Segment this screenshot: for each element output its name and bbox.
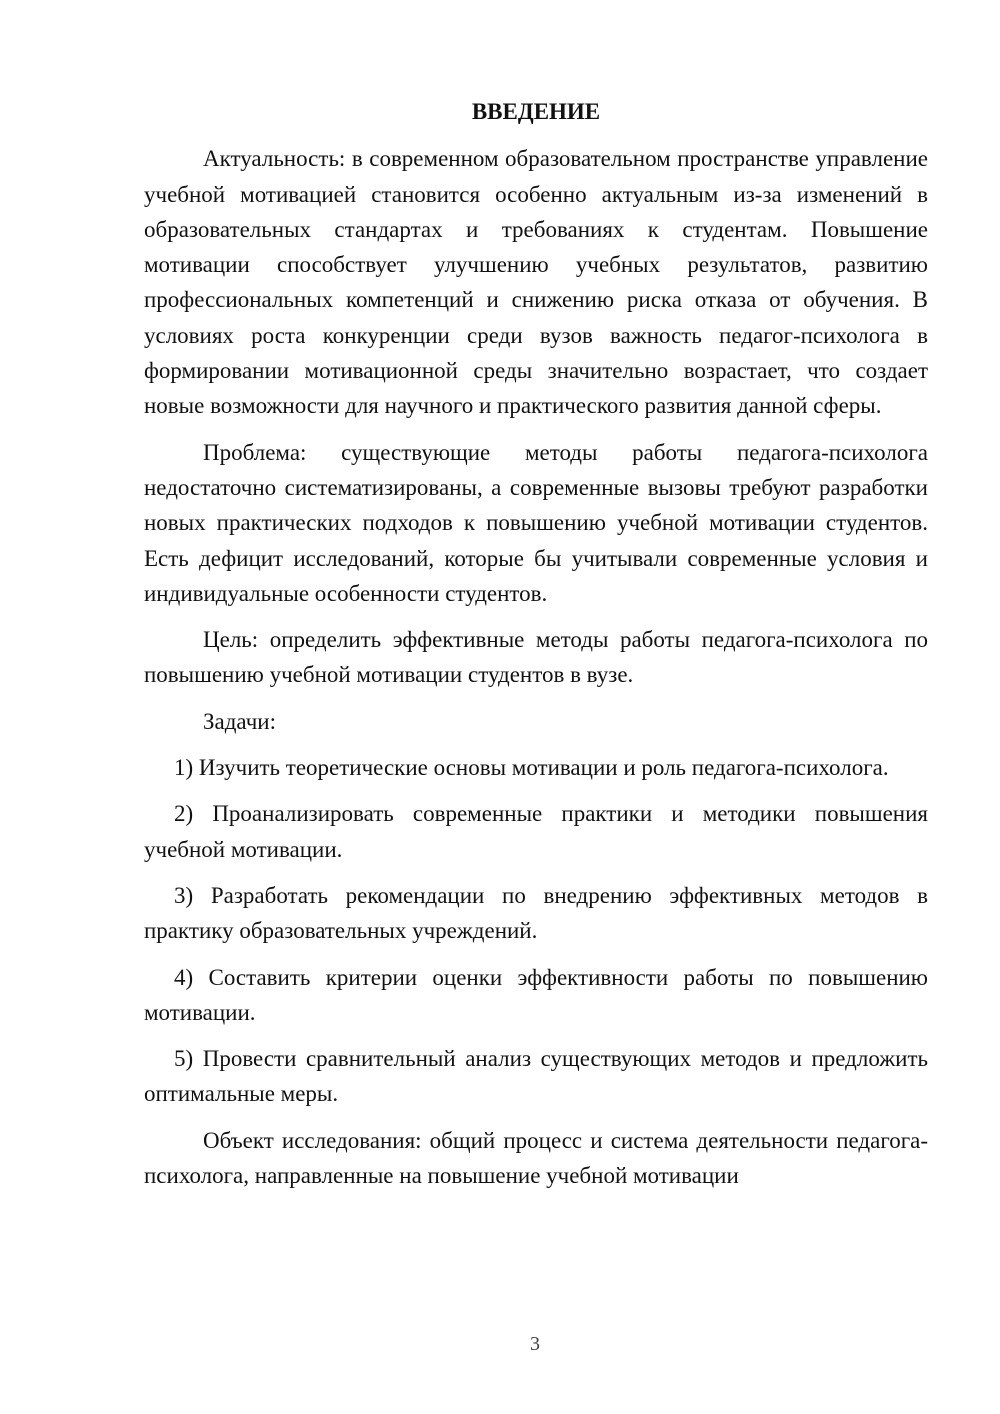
paragraph-relevance: Актуальность: в современном образовательном пространстве управление учебной мотивацией становится особенно актуальным из-за изменений в образовательных стандартах и требованиях к студентам. Повышение мотивации способствует улучшению учебных результатов, развитию профессиональных компетенций и снижению риска отказа от обучения. В условиях роста конкуренции среди вузов важность педагог-психолога в формировании мотивационной среды значительно возрастает, что создает новые возможности для научного и практического развития данной сферы. xyxy=(144,146,928,419)
paragraph-problem: Проблема: существующие методы работы педагога-психолога недостаточно систематизированы, а современные вызовы требуют разработки новых практических подходов к повышению учебной мотивации студентов. Есть дефицит исследований, которые бы учитывали современные условия и индивидуальные особенности студентов. xyxy=(144,439,928,606)
task-item: 1) Изучить теоретические основы мотивации и роль педагога-психолога. xyxy=(174,755,889,781)
task-item: 4) Составить критерии оценки эффективности работы по повышению мотивации. xyxy=(144,964,928,1025)
paragraph-goal: Цель: определить эффективные методы работы педагога-психолога по повышению учебной мотивации студентов в вузе. xyxy=(144,627,928,688)
task-item: 5) Провести сравнительный анализ существующих методов и предложить оптимальные меры. xyxy=(144,1046,928,1107)
section-title: ВВЕДЕНИЕ xyxy=(471,99,601,124)
page-content xyxy=(144,94,928,1204)
paragraph-tasks-heading: Задачи: xyxy=(203,708,276,734)
task-item: 3) Разработать рекомендации по внедрению эффективных методов в практику образовательных учреждений. xyxy=(144,882,928,944)
task-item: 2) Проанализировать современные практики и методики повышения учебной мотивации. xyxy=(144,801,928,862)
page-number: 3 xyxy=(530,1333,540,1355)
paragraph-object: Объект исследования: общий процесс и система деятельности педагога-психолога, направленные на повышение учебной мотивации xyxy=(144,1127,928,1189)
